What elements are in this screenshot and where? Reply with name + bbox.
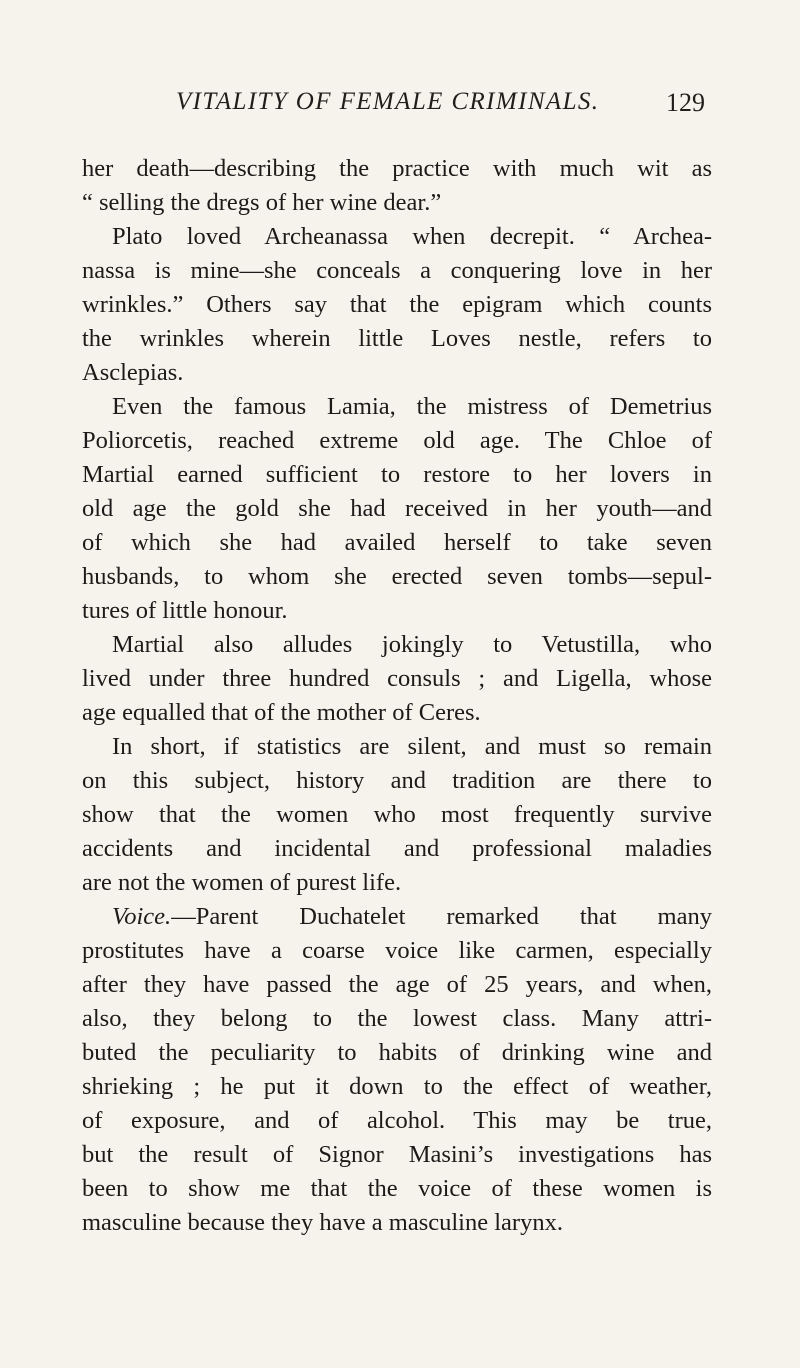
text-line: Martial also alludes jokingly to Vetustilla, who <box>112 631 712 658</box>
page-number: 129 <box>666 88 705 117</box>
text-line: also, they belong to the lowest class. Many attri- <box>82 1005 712 1032</box>
text-line: on this subject, history and tradition are there to <box>82 767 712 794</box>
text-line: her death—describing the practice with much wit as <box>82 155 712 182</box>
text-line: been to show me that the voice of these women is <box>82 1175 712 1202</box>
voice-text: —Parent Duchatelet remarked that many <box>171 903 712 930</box>
text-line: shrieking ; he put it down to the effect of weather, <box>82 1073 712 1100</box>
text-line: Poliorcetis, reached extreme old age. The Chloe of <box>82 427 712 454</box>
text-line: lived under three hundred consuls ; and Ligella, whose <box>82 665 712 692</box>
text-line: Martial earned sufficient to restore to her lovers in <box>82 461 712 488</box>
text-line: nassa is mine—she conceals a conquering love in her <box>82 257 712 284</box>
text-line: “ selling the dregs of her wine dear.” <box>82 189 442 216</box>
text-line: prostitutes have a coarse voice like carmen, especially <box>82 937 712 964</box>
running-head <box>0 88 800 128</box>
text-line: husbands, to whom she erected seven tombs—sepul- <box>82 563 712 590</box>
voice-heading: Voice. <box>112 903 172 930</box>
text-line: buted the peculiarity to habits of drinking wine and <box>82 1039 712 1066</box>
text-line: after they have passed the age of 25 years, and when, <box>82 971 712 998</box>
text-line: of exposure, and of alcohol. This may be true, <box>82 1107 712 1134</box>
body-text <box>82 152 712 1240</box>
text-line: but the result of Signor Masini’s investigations has <box>82 1141 712 1168</box>
text-line: are not the women of purest life. <box>82 869 402 896</box>
text-line: In short, if statistics are silent, and must so remain <box>112 733 712 760</box>
text-line: accidents and incidental and professional maladies <box>82 835 712 862</box>
text-line: age equalled that of the mother of Ceres. <box>82 699 481 726</box>
text-line: tures of little honour. <box>82 597 288 624</box>
text-line: masculine because they have a masculine larynx. <box>82 1209 563 1236</box>
running-title: VITALITY OF FEMALE CRIMINALS. <box>176 88 600 115</box>
text-line-voice <box>82 900 712 934</box>
text-line: of which she had availed herself to take seven <box>82 529 712 556</box>
text-line: Plato loved Archeanassa when decrepit. “ Archea- <box>112 223 712 250</box>
text-line: wrinkles.” Others say that the epigram which counts <box>82 291 712 318</box>
text-line: the wrinkles wherein little Loves nestle, refers to <box>82 325 712 352</box>
text-line: Asclepias. <box>82 359 184 386</box>
text-line: Even the famous Lamia, the mistress of Demetrius <box>112 393 712 420</box>
text-line: show that the women who most frequently survive <box>82 801 712 828</box>
text-line: old age the gold she had received in her youth—and <box>82 495 712 522</box>
